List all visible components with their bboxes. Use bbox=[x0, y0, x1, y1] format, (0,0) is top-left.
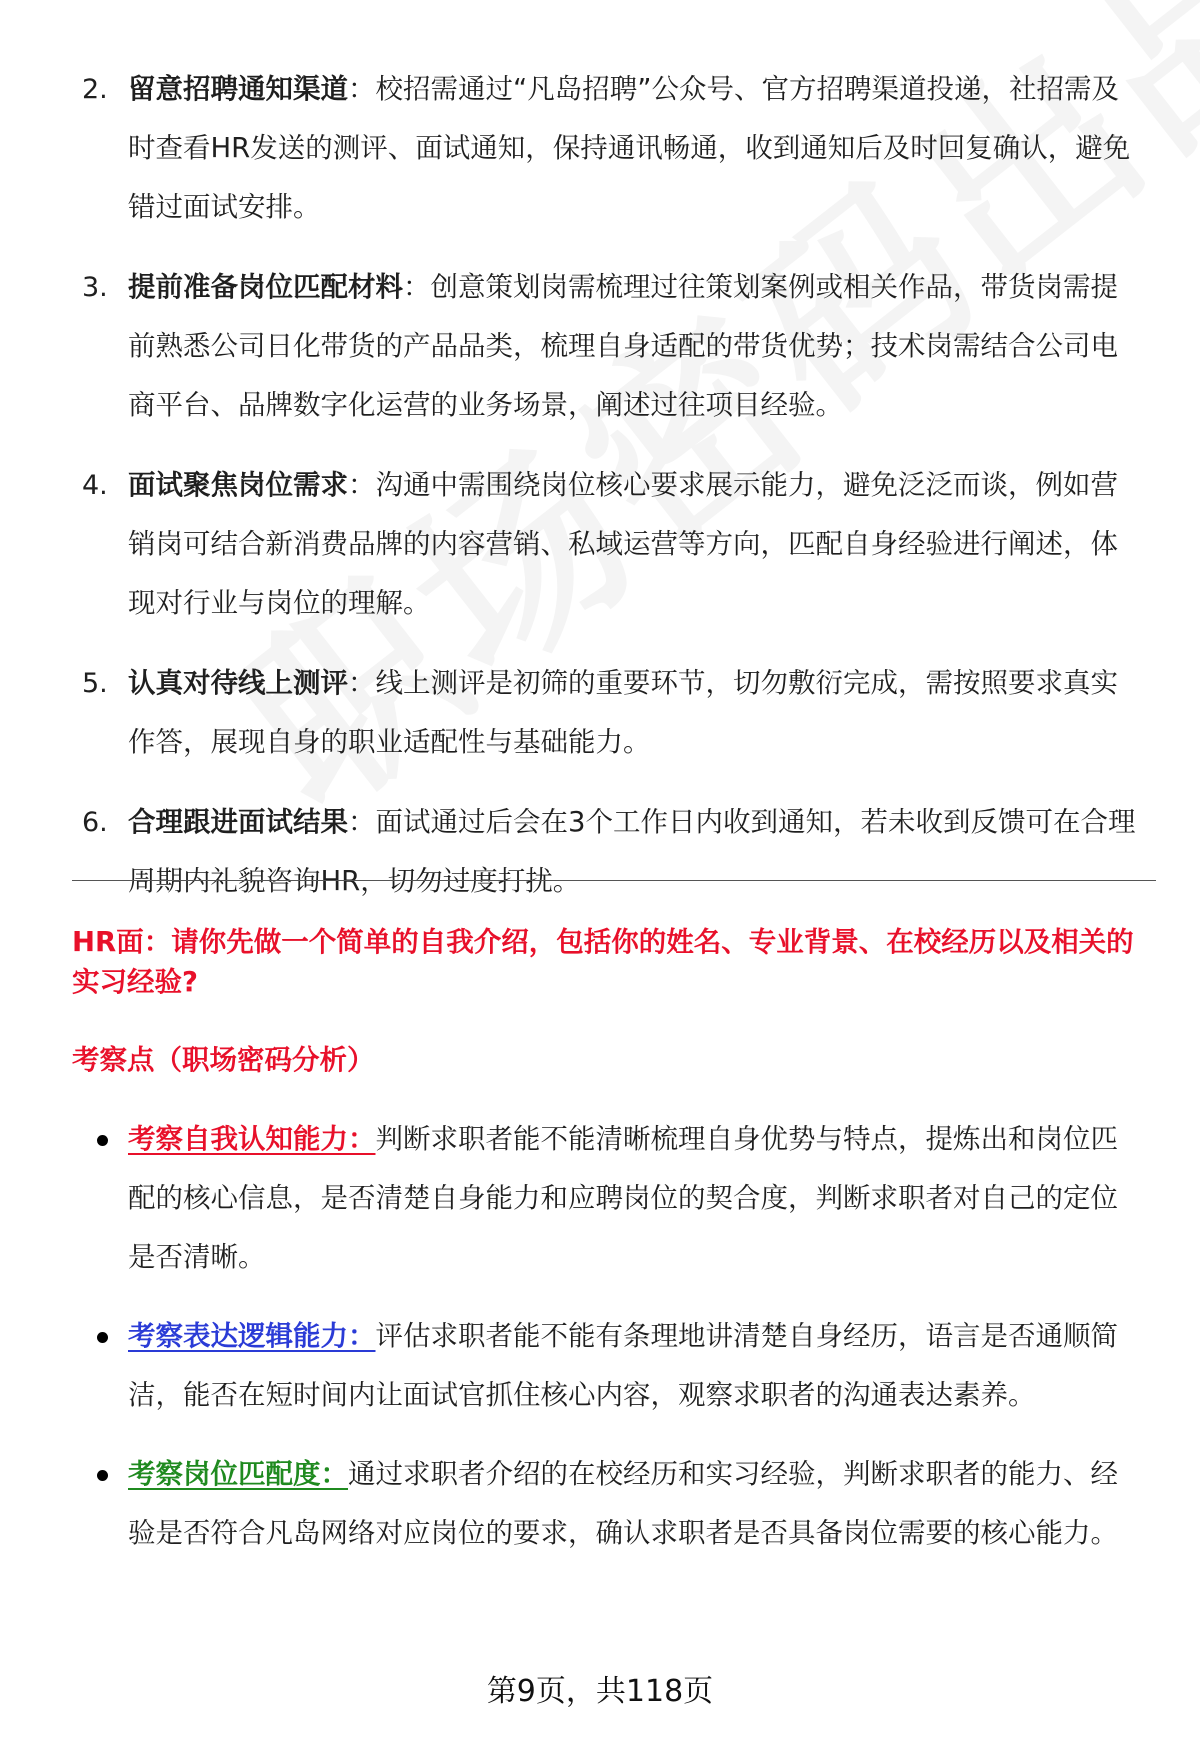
item-text bbox=[128, 60, 1140, 237]
bullet-item bbox=[0, 1307, 1200, 1425]
item-term: 面试聚焦岗位需求 bbox=[128, 469, 348, 501]
bullet-body: 判断求职者能不能清晰梳理自身优势与特点，提炼出和岗位匹配的核心信息，是否清楚自身能力和应聘岗位的契合度，判断求职者对自己的定位是否清晰。 bbox=[128, 1123, 1118, 1273]
numbered-list bbox=[0, 60, 1200, 932]
item-body: ：校招需通过“凡岛招聘”公众号、官方招聘渠道投递，社招需及时查看HR发送的测评、面试通知，保持通讯畅通，收到通知后及时回复确认，避免错过面试安排。 bbox=[128, 73, 1131, 223]
list-item bbox=[0, 456, 1200, 633]
item-text bbox=[128, 456, 1140, 633]
bullet-dot-icon bbox=[97, 1470, 108, 1481]
bullet-body: 通过求职者介绍的在校经历和实习经验，判断求职者的能力、经验是否符合凡岛网络对应岗位的要求，确认求职者是否具备岗位需要的核心能力。 bbox=[128, 1458, 1118, 1549]
bullet-list bbox=[0, 1110, 1200, 1583]
item-term: 提前准备岗位匹配材料 bbox=[128, 271, 403, 303]
item-term: 留意招聘通知渠道 bbox=[128, 73, 348, 105]
bullet-term: 考察岗位匹配度： bbox=[128, 1458, 348, 1490]
item-body: ：线上测评是初筛的重要环节，切勿敷衍完成，需按照要求真实作答，展现自身的职业适配性与基础能力。 bbox=[128, 667, 1118, 758]
item-text bbox=[128, 258, 1140, 435]
item-body: ：创意策划岗需梳理过往策划案例或相关作品，带货岗需提前熟悉公司日化带货的产品品类，梳理自身适配的带货优势；技术岗需结合公司电商平台、品牌数字化运营的业务场景，阐述过往项目经验。 bbox=[128, 271, 1118, 421]
bullet-text bbox=[128, 1307, 1140, 1425]
item-term: 认真对待线上测评 bbox=[128, 667, 348, 699]
list-item bbox=[0, 258, 1200, 435]
bullet-item bbox=[0, 1445, 1200, 1563]
bullet-text bbox=[128, 1110, 1140, 1287]
item-text bbox=[128, 654, 1140, 772]
bullet-term: 考察自我认知能力： bbox=[128, 1123, 376, 1155]
bullet-text bbox=[128, 1445, 1140, 1563]
section-divider bbox=[72, 880, 1156, 881]
item-body: ：面试通过后会在3个工作日内收到通知，若未收到反馈可在合理周期内礼貌咨询HR，切勿过度打扰。 bbox=[128, 806, 1136, 897]
item-number: 3. bbox=[82, 272, 108, 303]
item-body: ：沟通中需围绕岗位核心要求展示能力，避免泛泛而谈，例如营销岗可结合新消费品牌的内容营销、私域运营等方向，匹配自身经验进行阐述，体现对行业与岗位的理解。 bbox=[128, 469, 1118, 619]
item-number: 5. bbox=[82, 668, 108, 699]
interview-question: HR面：请你先做一个简单的自我介绍，包括你的姓名、专业背景、在校经历以及相关的实习经验? bbox=[72, 926, 1134, 998]
section-heading: 考察点（职场密码分析） bbox=[72, 1044, 375, 1076]
bullet-item bbox=[0, 1110, 1200, 1287]
list-item bbox=[0, 793, 1200, 911]
bullet-dot-icon bbox=[97, 1332, 108, 1343]
list-item bbox=[0, 654, 1200, 772]
bullet-dot-icon bbox=[97, 1135, 108, 1146]
item-number: 6. bbox=[82, 807, 108, 838]
item-term: 合理跟进面试结果 bbox=[128, 806, 348, 838]
page-number: 第9页，共118页 bbox=[486, 1674, 714, 1709]
item-number: 2. bbox=[82, 74, 108, 105]
item-text bbox=[128, 793, 1140, 911]
item-number: 4. bbox=[82, 470, 108, 501]
bullet-body: 评估求职者能不能有条理地讲清楚自身经历，语言是否通顺简洁，能否在短时间内让面试官抓住核心内容，观察求职者的沟通表达素养。 bbox=[128, 1320, 1118, 1411]
list-item bbox=[0, 60, 1200, 237]
bullet-term: 考察表达逻辑能力： bbox=[128, 1320, 376, 1352]
